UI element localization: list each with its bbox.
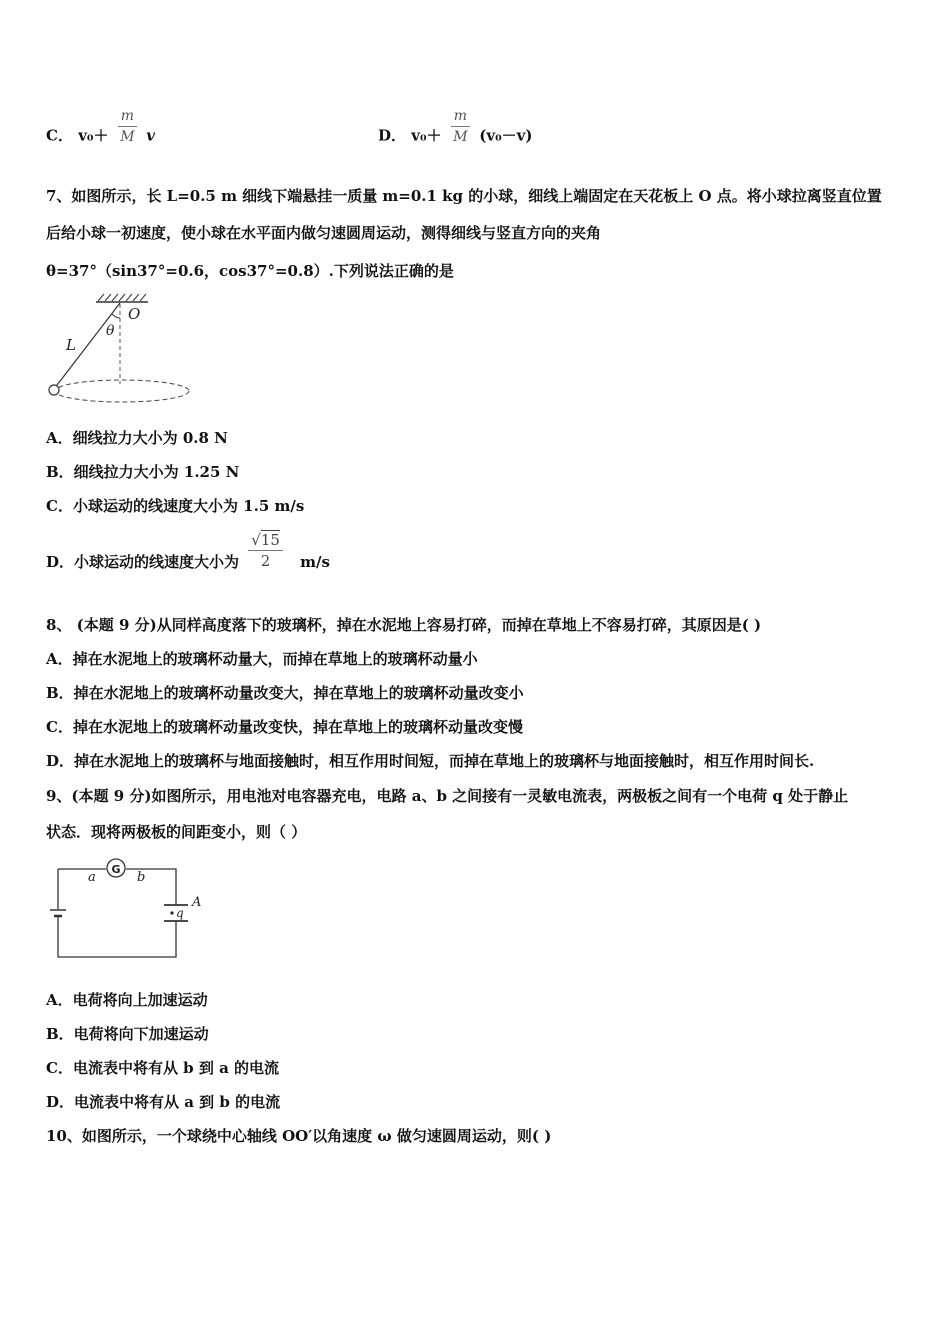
label-a: a <box>88 870 96 885</box>
label-theta: θ <box>106 323 115 339</box>
wire-bottom <box>58 917 176 957</box>
q6-option-c-fraction: $\frac{m}{M}$ <box>118 108 137 145</box>
q7-pendulum-figure <box>44 290 194 408</box>
label-O: O <box>128 305 141 323</box>
pendulum-string <box>54 303 120 389</box>
q7-option-d-fraction: $\frac{√15}{2}$ <box>248 532 283 569</box>
q9-stem-line1: 9、(本题 9 分)如图所示，用电池对电容器充电，电路 a、b 之间接有一灵敏电流表，两极板之间有一个电荷 q 处于静止 <box>46 787 849 805</box>
q9-stem-line2: 状态．现将两极板的间距变小，则（ ） <box>46 823 307 841</box>
label-q: q <box>176 906 184 920</box>
q7-option-a: A．细线拉力大小为 0.8 N <box>46 429 228 447</box>
q6-option-d-prefix: v₀＋ <box>411 126 442 145</box>
q7-stem-line2: 后给小球一初速度，使小球在水平面内做匀速圆周运动，测得细线与竖直方向的夹角 <box>46 224 602 242</box>
q6-option-d-fraction: $\frac{m}{M}$ <box>451 108 470 145</box>
q8-stem: 8、 (本题 9 分)从同样高度落下的玻璃杯，掉在水泥地上容易打碎，而掉在草地上不容易打碎，其原因是( ) <box>46 616 762 634</box>
label-G: G <box>111 863 121 876</box>
q7-option-d: D．小球运动的线速度大小为 $\frac{√15}{2}$ m/s <box>46 531 330 571</box>
label-b: b <box>137 870 146 885</box>
q9-option-b: B．电荷将向下加速运动 <box>46 1025 209 1043</box>
ceiling-hatch <box>98 294 146 301</box>
q8-option-d: D．掉在水泥地上的玻璃杯与地面接触时，相互作用时间短，而掉在草地上的玻璃杯与地面接触时，相互作用时间长. <box>46 752 815 770</box>
q6-option-c: C． v₀＋ $\frac{m}{M}$ v <box>46 108 155 145</box>
q9-option-a: A．电荷将向上加速运动 <box>46 991 208 1009</box>
angle-arc <box>112 314 120 318</box>
q7-stem-line3: θ=37°（sin37°=0.6，cos37°=0.8）.下列说法正确的是 <box>46 262 454 280</box>
q9-option-d: D．电流表中将有从 a 到 b 的电流 <box>46 1093 281 1111</box>
q8-option-c: C．掉在水泥地上的玻璃杯动量改变快，掉在草地上的玻璃杯动量改变慢 <box>46 718 523 736</box>
q7-option-c: C．小球运动的线速度大小为 1.5 m/s <box>46 497 305 515</box>
orbit-ellipse <box>55 380 189 402</box>
q9-option-c: C．电流表中将有从 b 到 a 的电流 <box>46 1059 280 1077</box>
label-A: A <box>192 895 202 910</box>
wire-top-right <box>126 869 176 905</box>
q9-circuit-figure <box>46 855 206 965</box>
q6-option-c-prefix: v₀＋ <box>78 126 109 145</box>
q7-option-b: B．细线拉力大小为 1.25 N <box>46 463 240 481</box>
q10-stem: 10、如图所示，一个球绕中心轴线 OO′以角速度 ω 做匀速圆周运动，则( ) <box>46 1127 552 1145</box>
charge-q <box>170 911 173 914</box>
q8-option-a: A．掉在水泥地上的玻璃杯动量大，而掉在草地上的玻璃杯动量小 <box>46 650 478 668</box>
label-L: L <box>66 336 76 354</box>
q7-stem-line1: 7、如图所示，长 L=0.5 m 细线下端悬挂一质量 m=0.1 kg 的小球，细线上端固定在天花板上 O 点。将小球拉离竖直位置 <box>46 187 882 205</box>
ball <box>49 385 59 395</box>
q6-option-d: D． v₀＋ $\frac{m}{M}$ (v₀－v) <box>378 108 533 145</box>
q8-option-b: B．掉在水泥地上的玻璃杯动量改变大，掉在草地上的玻璃杯动量改变小 <box>46 684 524 702</box>
